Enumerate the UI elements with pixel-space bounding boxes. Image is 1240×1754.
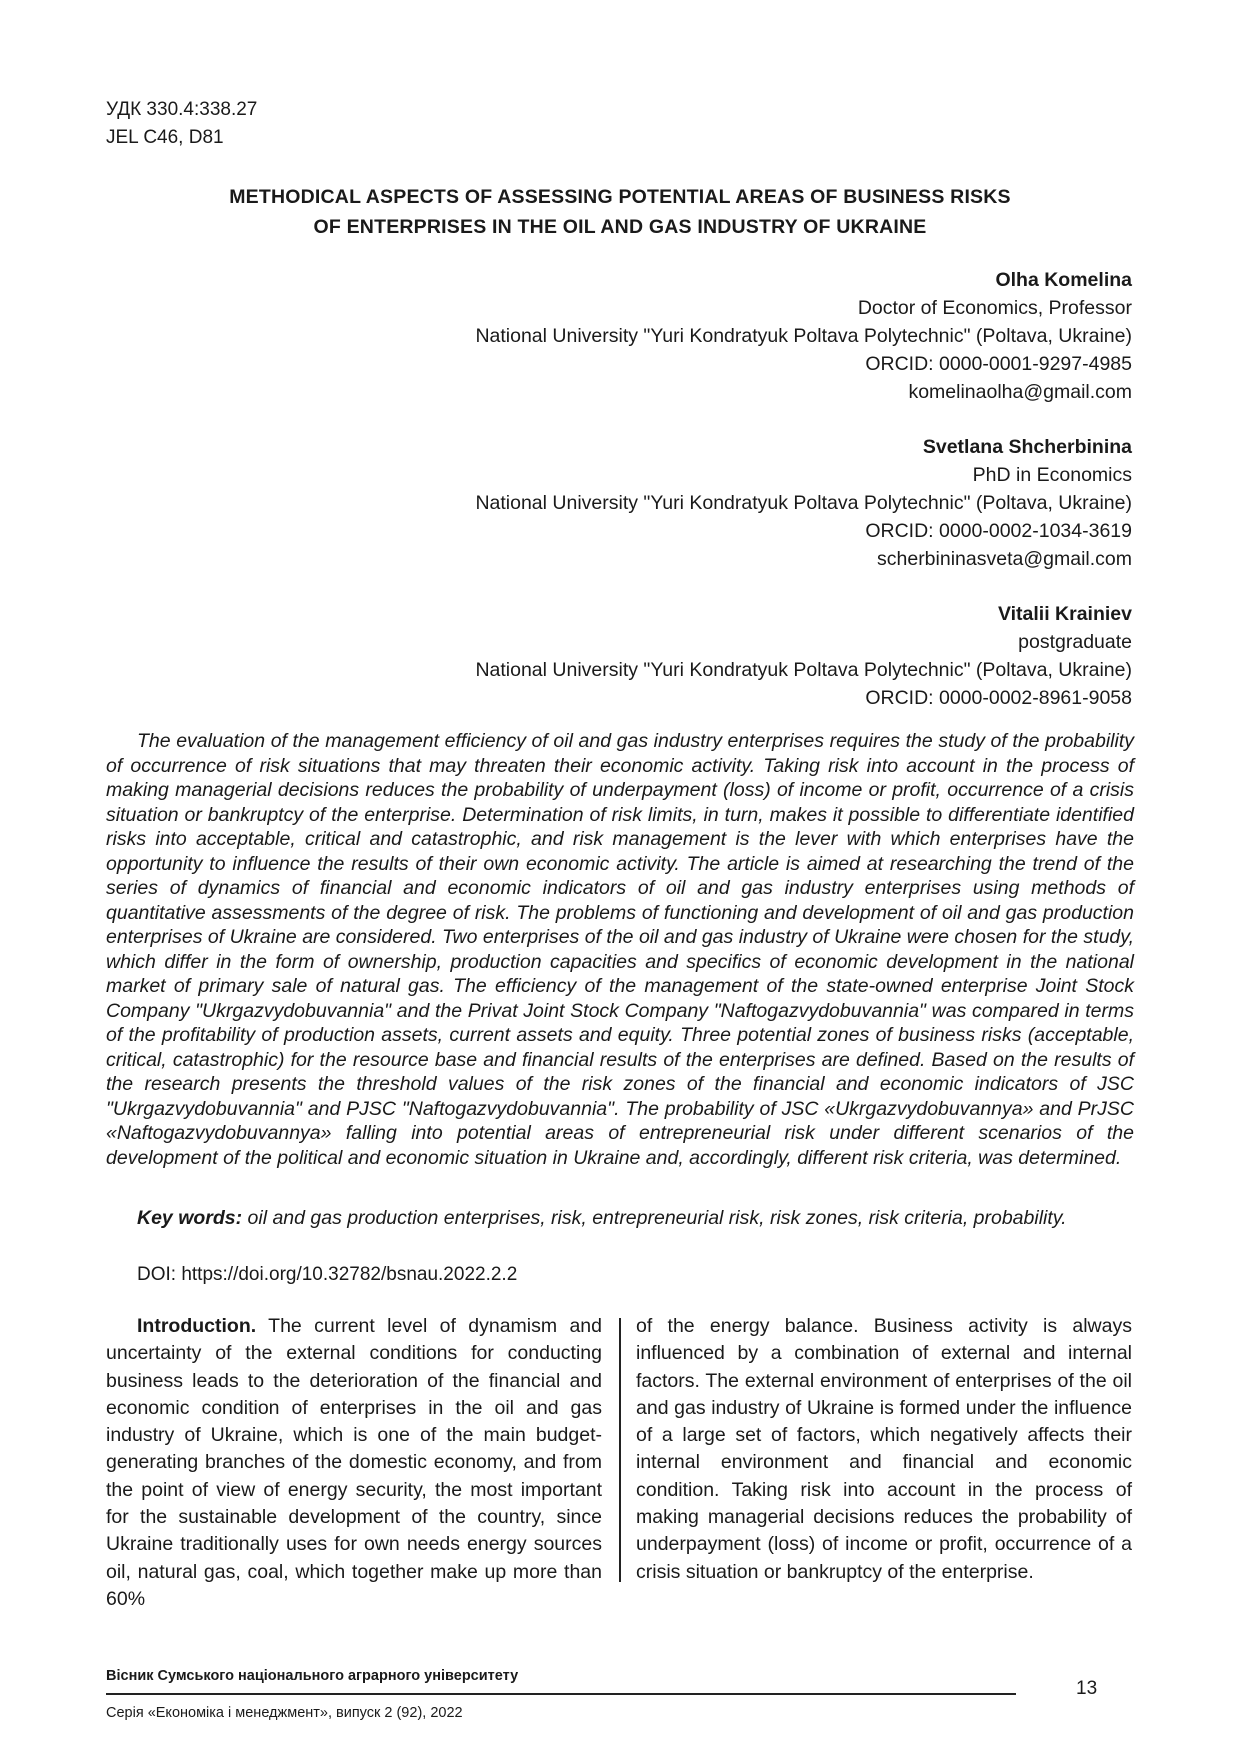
author-affiliation: National University "Yuri Kondratyuk Poltava Polytechnic" (Poltava, Ukraine): [475, 659, 1132, 681]
keywords: [106, 1206, 1134, 1231]
classification-codes: [106, 96, 257, 152]
footer-rule: [106, 1693, 1016, 1695]
title-line-2: OF ENTERPRISES IN THE OIL AND GAS INDUSTRY OF UKRAINE: [313, 216, 927, 238]
author-name: Svetlana Shcherbinina: [922, 436, 1132, 458]
author-orcid: ORCID: 0000-0002-8961-9058: [865, 687, 1132, 709]
author-degree: postgraduate: [1018, 631, 1132, 653]
author-2: [232, 433, 1132, 573]
keywords-label: Key words:: [137, 1207, 243, 1229]
introduction-left-text: The current level of dynamism and uncertainty of the external conditions for conducting business leads to the deterioration of the financial and economic condition of enterprises in the oil and gas industry of Ukraine, which is one of the main budget-generating branches of the domestic economy, and from the point of view of energy security, the most important for the sustainable development of the country, since Ukraine traditionally uses for own needs energy sources oil, natural gas, coal, which together make up more than 60%: [106, 1315, 602, 1610]
author-1: [232, 266, 1132, 406]
column-divider: [619, 1318, 621, 1582]
page-number: 13: [1076, 1678, 1098, 1699]
udc-code: УДК 330.4:338.27: [106, 99, 258, 120]
footer-journal-name: Вісник Сумського національного аграрного університету: [106, 1668, 519, 1684]
author-block: [232, 266, 1132, 739]
author-email[interactable]: scherbininasveta@gmail.com: [877, 548, 1132, 570]
footer-series: Серія «Економіка і менеджмент», випуск 2 (92), 2022: [106, 1705, 463, 1721]
author-degree: Doctor of Economics, Professor: [857, 297, 1132, 319]
article-title: [106, 182, 1134, 242]
author-affiliation: National University "Yuri Kondratyuk Poltava Polytechnic" (Poltava, Ukraine): [475, 492, 1132, 514]
author-email[interactable]: komelinaolha@gmail.com: [908, 381, 1132, 403]
introduction-column-left: [106, 1313, 602, 1613]
author-3: [232, 600, 1132, 712]
keywords-text: oil and gas production enterprises, risk, entrepreneurial risk, risk zones, risk criteria, probability.: [242, 1207, 1067, 1229]
introduction-heading: Introduction.: [137, 1315, 257, 1337]
author-orcid: ORCID: 0000-0001-9297-4985: [865, 353, 1132, 375]
jel-code: JEL C46, D81: [106, 127, 224, 148]
title-line-1: METHODICAL ASPECTS OF ASSESSING POTENTIAL AREAS OF BUSINESS RISKS: [229, 186, 1011, 208]
author-name: Vitalii Krainiev: [997, 603, 1132, 625]
doi-link[interactable]: DOI: https://doi.org/10.32782/bsnau.2022.2.2: [137, 1264, 518, 1285]
author-affiliation: National University "Yuri Kondratyuk Poltava Polytechnic" (Poltava, Ukraine): [475, 325, 1132, 347]
author-degree: PhD in Economics: [972, 464, 1132, 486]
author-name: Olha Komelina: [995, 269, 1132, 291]
abstract: The evaluation of the management efficiency of oil and gas industry enterprises requires the study of the probability of occurrence of risk situations that may threaten their economic activity. Taking risk into account in the process of making managerial decisions reduces the probability of underpayment (loss) of income or profit, occurrence of a crisis situation or bankruptcy of the enterprise. Determination of risk limits, in turn, makes it possible to differentiate identified risks into acceptable, critical and catastrophic, and risk management is the lever with which enterprises have the opportunity to influence the results of their own economic activity. The article is aimed at researching the trend of the series of dynamics of financial and economic indicators of oil and gas industry enterprises using methods of quantitative assessments of the degree of risk. The problems of functioning and development of oil and gas production enterprises of Ukraine are considered. Two enterprises of the oil and gas industry of Ukraine were chosen for the study, which differ in the form of ownership, production capacities and specifics of economic development in the national market of primary sale of natural gas. The efficiency of the management of the state-owned enterprise Joint Stock Company "Ukrgazvydobuvannia" and the Privat Joint Stock Company "Naftogazvydobuvannia" was compared in terms of the profitability of production assets, current assets and equity. Three potential zones of business risks (acceptable, critical, catastrophic) for the resource base and financial results of the enterprises are defined. Based on the results of the research presents the threshold values of the risk zones of the financial and economic indicators of JSC "Ukrgazvydobuvannia" and PJSC "Naftogazvydobuvannia". The probability of JSC «Ukrgazvydobuvannya» and PrJSC «Naftogazvydobuvannya» falling into potential areas of entrepreneurial risk under different scenarios of the development of the political and economic situation in Ukraine and, accordingly, different risk criteria, was determined.: [106, 730, 1134, 1169]
author-orcid: ORCID: 0000-0002-1034-3619: [865, 520, 1132, 542]
introduction-column-right: of the energy balance. Business activity is always influenced by a combination of external and internal factors. The external environment of enterprises of the oil and gas industry of Ukraine is formed under the influence of a large set of factors, which negatively affects their internal environment and financial and economic condition. Taking risk into account in the process of making managerial decisions reduces the probability of underpayment (loss) of income or profit, occurrence of a crisis situation or bankruptcy of the enterprise.: [636, 1315, 1132, 1583]
